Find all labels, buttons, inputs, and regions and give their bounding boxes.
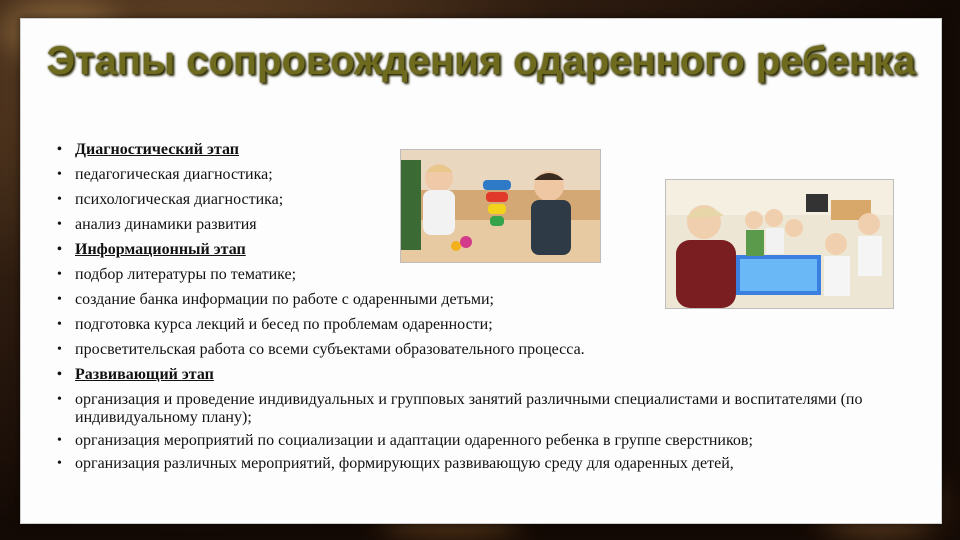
slide (20, 18, 942, 524)
list-heading: • Диагностический этап (57, 141, 937, 159)
photo-children-toys (400, 149, 601, 263)
photo-teacher-children (665, 179, 894, 309)
list-item: • психологическая диагностика; (57, 191, 937, 209)
list-item: • анализ динамики развития (57, 216, 937, 234)
list-item: • подготовка курса лекций и бесед по проблемам одаренности; (57, 316, 937, 334)
list-item: • педагогическая диагностика; (57, 166, 937, 184)
list-item: • организация и проведение индивидуальных и групповых занятий различными специалистами и воспитателями (по индивидуальному плану); (57, 391, 937, 427)
list-heading: • Развивающий этап (57, 366, 937, 384)
list-item: • просветительская работа со всеми субъектами образовательного процесса. (57, 341, 937, 359)
list-heading: • Информационный этап (57, 241, 937, 259)
list-item: • создание банка информации по работе с одаренными детьми; (57, 291, 937, 309)
list-item: • организация различных мероприятий, формирующих развивающую среду для одаренных детей, (57, 455, 937, 473)
list-item: • организация мероприятий по социализации и адаптации одаренного ребенка в группе сверстников; (57, 432, 937, 450)
slide-title: Этапы сопровождения одаренного ребенка (46, 39, 916, 83)
list-item: • подбор литературы по тематике; (57, 266, 937, 284)
